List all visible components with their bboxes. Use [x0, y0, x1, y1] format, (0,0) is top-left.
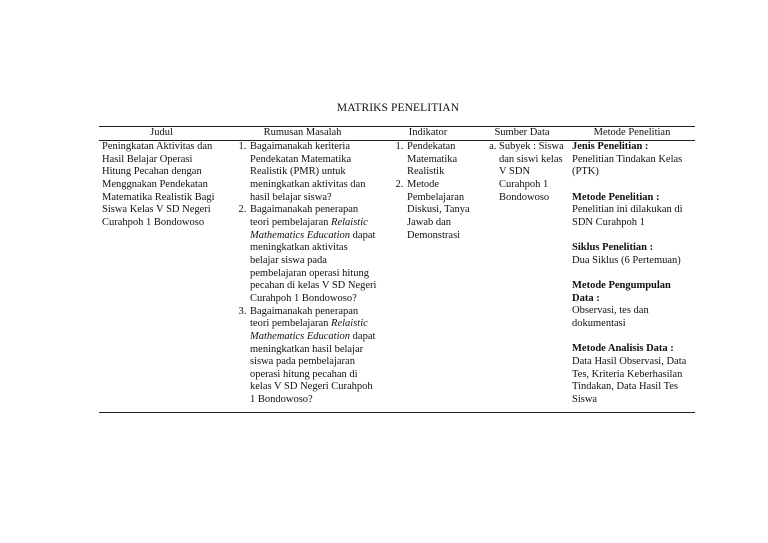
header-rumusan-masalah: Rumusan Masalah: [224, 127, 381, 141]
table-row: [99, 141, 695, 413]
indikator-item-1: 1. Pendekatan Matematika Realistik: [406, 141, 472, 179]
method-text: Penelitian ini dilakukan di SDN Curahpoh 1: [572, 204, 683, 228]
method-heading: Metode Pengumpulan Data :: [572, 280, 671, 304]
rumusan-masalah-cell: [224, 141, 381, 413]
header-judul: Judul: [99, 127, 224, 141]
method-text: Observasi, tes dan dokumentasi: [572, 305, 649, 330]
metode-siklus-penelitian: [572, 242, 692, 267]
sumber-data-item-1: a. Subyek : Siswa dan siswi kelas V SDN Curahpoh 1 Bondowoso: [499, 141, 566, 204]
method-heading: Metode Penelitian :: [572, 191, 660, 203]
metode-penelitian: [572, 192, 692, 230]
metode-pengumpulan-data: [572, 280, 692, 331]
research-matrix-table: [99, 126, 695, 413]
table-header-row: [99, 127, 695, 141]
method-text: Dua Siklus (6 Pertemuan): [572, 254, 681, 266]
method-heading: Jenis Penelitian :: [572, 141, 649, 152]
indikator-item-2: 2. Metode Pembelajaran Diskusi, Tanya Jawab dan Demonstrasi: [406, 179, 472, 242]
rumusan-item-3: 3. Bagaimanakah penerapan teori pembelajaran Relaistic Mathematics Education dapat meningkatkan hasil belajar siswa pada pembelajaran operasi hitung pecahan di kelas V SD Negeri Curahpoh 1 Bondowoso?: [249, 306, 378, 407]
metode-penelitian-cell: [569, 141, 695, 413]
rumusan-masalah-list: [227, 141, 378, 407]
judul-cell: Peningkatan Aktivitas dan Hasil Belajar Operasi Hitung Pecahan dengan Menggnakan Pendekatan Matematika Realistik Bagi Siswa Kelas V SD Negeri Curahpoh 1 Bondowoso: [99, 141, 224, 413]
method-text: Penelitian Tindakan Kelas (PTK): [572, 153, 683, 178]
header-metode-penelitian: Metode Penelitian: [569, 127, 695, 141]
rumusan-item-1: 1. Bagaimanakah keriteria Pendekatan Matematika Realistik (PMR) untuk meningkatkan aktivitas dan hasil belajar siswa?: [249, 141, 378, 204]
indikator-list: [384, 141, 472, 242]
indikator-cell: [381, 141, 475, 413]
header-indikator: Indikator: [381, 127, 475, 141]
method-heading: Metode Analisis Data :: [572, 343, 674, 355]
sumber-data-list: [478, 141, 566, 204]
document-title: MATRIKS PENELITIAN: [336, 102, 460, 114]
header-sumber-data: Sumber Data: [475, 127, 569, 141]
metode-jenis-penelitian: [572, 141, 692, 179]
method-heading: Siklus Penelitian :: [572, 242, 654, 254]
method-text: Data Hasil Observasi, Data Tes, Kriteria Keberhasilan Tindakan, Data Hasil Tes Siswa: [572, 356, 687, 406]
sumber-data-cell: [475, 141, 569, 413]
metode-analisis-data: [572, 343, 692, 406]
rumusan-item-2: 2. Bagaimanakah penerapan teori pembelajaran Relaistic Mathematics Education dapat meningkatkan aktivitas belajar siswa pada pembelajaran operasi hitung pecahan di kelas V SD Negeri Curahpoh 1 Bondowoso?: [249, 204, 378, 305]
